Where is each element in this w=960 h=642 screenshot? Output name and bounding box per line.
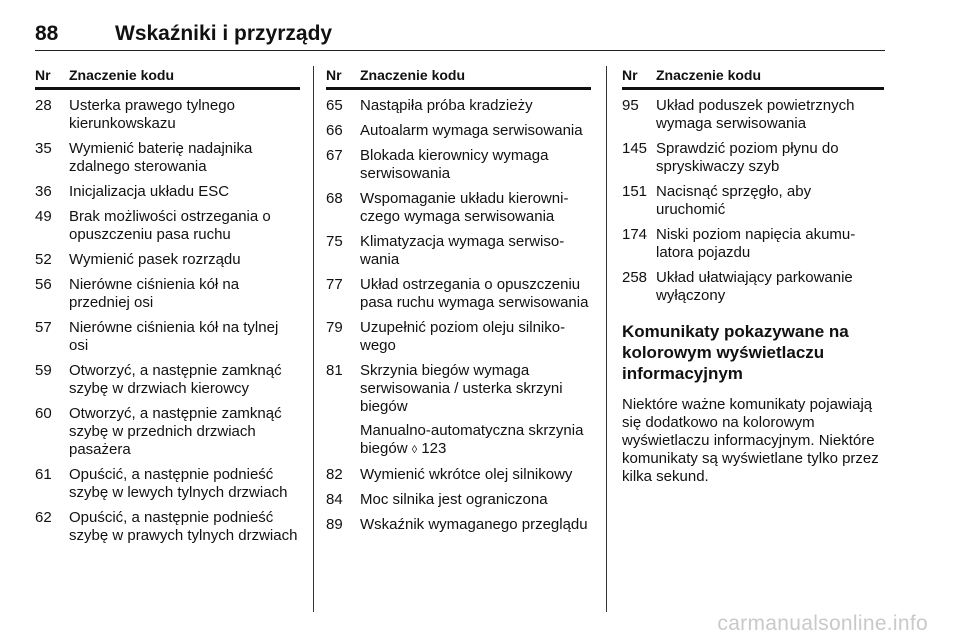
section-heading: Komunikaty pokazywane na kolorowym wyświetlaczu informacyjnym [622, 322, 849, 383]
code-meaning: Układ poduszek powietrznych wymaga serwisowania [656, 97, 855, 132]
table-row [35, 466, 300, 502]
code-number: 60 [35, 405, 52, 422]
code-meaning: Wspomaganie układu kierowniczego wymaga serwisowania [360, 190, 569, 225]
code-meaning: Blokada kierownicy wymaga serwisowania [360, 147, 549, 182]
code-meaning: Wymienić baterię nadajnika zdalnego sterowania [69, 140, 253, 175]
code-meaning: Skrzynia biegów wymaga serwisowania / usterka skrzyni biegów [360, 362, 563, 415]
code-meaning: Usterka prawego tylnego kierunkowskazu [69, 97, 235, 132]
table-row [35, 140, 300, 176]
table-header [326, 66, 591, 90]
header-meaning: Znaczenie kodu [656, 67, 762, 83]
header-nr: Nr [35, 67, 51, 83]
code-meaning-group [360, 362, 591, 459]
code-number: 151 [622, 183, 648, 200]
code-number: 66 [326, 122, 343, 139]
code-number: 68 [326, 190, 343, 207]
page-reference-icon: ◊ [411, 444, 418, 456]
code-number: 52 [35, 251, 52, 268]
header-nr: Nr [622, 67, 638, 83]
table-row [35, 97, 300, 133]
table-row [35, 251, 300, 269]
code-table-column-3 [622, 66, 884, 486]
table-row [622, 269, 884, 305]
table-row [35, 208, 300, 244]
code-number: 36 [35, 183, 52, 200]
table-row [622, 97, 884, 133]
table-row [35, 362, 300, 398]
code-meaning: Otworzyć, a następnie zamknąć szybę w drzwiach kierowcy [69, 362, 282, 397]
code-number: 56 [35, 276, 52, 293]
code-number: 67 [326, 147, 343, 164]
table-row [35, 405, 300, 459]
table-header [35, 66, 300, 90]
table-row [622, 140, 884, 176]
code-meaning: Wymienić wkrótce olej silnikowy [360, 466, 573, 483]
code-meaning: Nacisnąć sprzęgło, aby uruchomić [656, 183, 812, 218]
code-table-column-2 [326, 66, 591, 541]
code-meaning: Nastąpiła próba kradzieży [360, 97, 533, 114]
table-row [622, 183, 884, 219]
code-number: 77 [326, 276, 343, 293]
code-meaning: Otworzyć, a następnie zamknąć szybę w przednich drzwiach pasażera [69, 405, 282, 458]
page-number: 88 [35, 22, 59, 45]
header-meaning: Znaczenie kodu [69, 67, 175, 83]
section-paragraph: Niektóre ważne komunikaty pojawiają się dodatkowo na kolorowym wyświetlaczu informacyjnym. Niektóre komunikaty są wyświetlane tylko przez kilka sekund. [622, 396, 879, 485]
code-meaning: Niski poziom napięcia akumulatora pojazdu [656, 226, 856, 261]
code-number: 49 [35, 208, 52, 225]
code-number: 79 [326, 319, 343, 336]
code-meaning: Układ ostrzegania o opuszczeniu pasa ruchu wymaga serwisowania [360, 276, 589, 311]
table-row [326, 491, 591, 509]
table-header [622, 66, 884, 90]
header-meaning: Znaczenie kodu [360, 67, 466, 83]
table-row [326, 466, 591, 484]
page-header [35, 22, 885, 50]
page-title: Wskaźniki i przyrządy [115, 22, 333, 45]
code-number: 89 [326, 516, 343, 533]
table-row [326, 97, 591, 115]
table-row [35, 276, 300, 312]
note-text: Manualno-automatyczna skrzynia biegów [360, 422, 584, 457]
column-divider [606, 66, 607, 612]
table-row [326, 147, 591, 183]
table-row [35, 319, 300, 355]
code-meaning: Opuścić, a następnie podnieść szybę w lewych tylnych drzwiach [69, 466, 288, 501]
watermark: carmanualsonline.info [717, 612, 928, 635]
table-row [326, 362, 591, 459]
table-row [326, 122, 591, 140]
code-number: 61 [35, 466, 52, 483]
code-table-column-1 [35, 66, 300, 552]
code-meaning: Autoalarm wymaga serwisowania [360, 122, 583, 139]
code-meaning: Nierówne ciśnienia kół na tylnej osi [69, 319, 279, 354]
table-row [622, 226, 884, 262]
code-meaning: Układ ułatwiający parkowanie wyłączony [656, 269, 853, 304]
code-meaning: Opuścić, a następnie podnieść szybę w prawych tylnych drzwiach [69, 509, 298, 544]
code-meaning: Brak możliwości ostrzegania o opuszczeniu pasa ruchu [69, 208, 271, 243]
table-row [326, 190, 591, 226]
column-divider [313, 66, 314, 612]
table-row [35, 509, 300, 545]
code-meaning: Moc silnika jest ograniczona [360, 491, 548, 508]
code-number: 84 [326, 491, 343, 508]
page-reference-link[interactable]: 123 [421, 440, 447, 457]
transmission-note [360, 422, 591, 459]
code-meaning: Wymienić pasek rozrządu [69, 251, 241, 268]
table-row [326, 233, 591, 269]
code-number: 28 [35, 97, 52, 114]
code-meaning: Inicjalizacja układu ESC [69, 183, 230, 200]
table-row [326, 276, 591, 312]
code-number: 82 [326, 466, 343, 483]
code-number: 258 [622, 269, 648, 286]
code-number: 81 [326, 362, 343, 379]
table-row [326, 319, 591, 355]
code-meaning: Nierówne ciśnienia kół na przedniej osi [69, 276, 240, 311]
code-number: 65 [326, 97, 343, 114]
header-rule [35, 50, 885, 51]
code-number: 57 [35, 319, 52, 336]
code-number: 145 [622, 140, 648, 157]
code-number: 62 [35, 509, 52, 526]
code-number: 75 [326, 233, 343, 250]
header-nr: Nr [326, 67, 342, 83]
code-number: 174 [622, 226, 648, 243]
table-row [326, 516, 591, 534]
code-number: 35 [35, 140, 52, 157]
code-number: 95 [622, 97, 639, 114]
code-number: 59 [35, 362, 52, 379]
code-meaning: Wskaźnik wymaganego przeglądu [360, 516, 588, 533]
table-row [35, 183, 300, 201]
code-meaning: Sprawdzić poziom płynu do spryskiwaczy szyb [656, 140, 839, 175]
code-meaning: Uzupełnić poziom oleju silnikowego [360, 319, 566, 354]
code-meaning: Klimatyzacja wymaga serwisowania [360, 233, 565, 268]
